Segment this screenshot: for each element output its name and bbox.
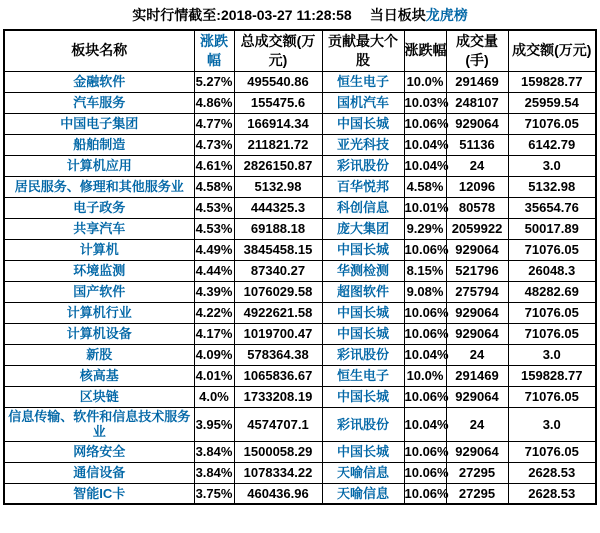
total-turnover-cell: 69188.18 — [234, 218, 322, 239]
volume-cell: 929064 — [446, 302, 508, 323]
stock-change-cell: 10.06% — [404, 239, 446, 260]
total-turnover-cell: 2826150.87 — [234, 155, 322, 176]
board-name-cell — [4, 218, 194, 239]
stock-change-cell: 10.04% — [404, 134, 446, 155]
volume-cell: 929064 — [446, 323, 508, 344]
title-label: 当日板块 — [369, 7, 426, 23]
board-name-cell — [4, 113, 194, 134]
table-row — [4, 441, 596, 462]
board-change-cell: 4.53% — [194, 218, 234, 239]
total-turnover-cell: 460436.96 — [234, 483, 322, 504]
top-stock-link[interactable]: 百华悦邦 — [336, 178, 389, 194]
total-turnover-cell: 1078334.22 — [234, 462, 322, 483]
table-header-row — [4, 30, 596, 71]
board-name-cell — [4, 323, 194, 344]
stock-change-cell: 10.06% — [404, 113, 446, 134]
board-name-cell — [4, 462, 194, 483]
col-header-turnover: 成交额(万元) — [508, 30, 596, 71]
top-stock-link[interactable]: 天喻信息 — [336, 485, 389, 501]
volume-cell: 12096 — [446, 176, 508, 197]
stock-change-cell: 10.0% — [404, 71, 446, 92]
top-stock-link[interactable]: 彩讯股份 — [336, 157, 389, 173]
turnover-cell: 2628.53 — [508, 462, 596, 483]
top-stock-cell — [322, 483, 404, 504]
volume-cell: 27295 — [446, 483, 508, 504]
volume-cell: 2059922 — [446, 218, 508, 239]
board-name-cell — [4, 71, 194, 92]
volume-cell: 929064 — [446, 113, 508, 134]
top-stock-cell — [322, 176, 404, 197]
top-stock-link[interactable]: 恒生电子 — [336, 367, 389, 383]
board-name-cell — [4, 407, 194, 441]
board-name-link[interactable]: 智能IC卡 — [73, 485, 126, 501]
turnover-cell: 71076.05 — [508, 441, 596, 462]
table-row — [4, 323, 596, 344]
turnover-cell: 3.0 — [508, 344, 596, 365]
title-datetime: 2018-03-27 11:28:58 — [220, 7, 352, 23]
volume-cell: 929064 — [446, 239, 508, 260]
volume-cell: 80578 — [446, 197, 508, 218]
stock-change-cell: 10.04% — [404, 407, 446, 441]
table-row — [4, 344, 596, 365]
board-name-link[interactable]: 核高基 — [79, 367, 119, 383]
stock-change-cell: 10.06% — [404, 483, 446, 504]
table-row — [4, 92, 596, 113]
stock-change-cell: 10.04% — [404, 155, 446, 176]
top-stock-cell — [322, 281, 404, 302]
board-change-cell: 5.27% — [194, 71, 234, 92]
board-name-link[interactable]: 国产软件 — [73, 283, 126, 299]
stock-change-cell: 10.06% — [404, 302, 446, 323]
title-prefix: 实时行情截至: — [132, 7, 221, 23]
board-name-cell — [4, 441, 194, 462]
board-name-cell — [4, 365, 194, 386]
stock-change-cell: 10.04% — [404, 344, 446, 365]
board-name-link[interactable]: 计算机 — [79, 241, 119, 257]
board-name-cell — [4, 92, 194, 113]
top-stock-cell — [322, 239, 404, 260]
turnover-cell: 6142.79 — [508, 134, 596, 155]
board-change-cell: 3.95% — [194, 407, 234, 441]
top-stock-link[interactable]: 中国长城 — [336, 304, 389, 320]
volume-cell: 929064 — [446, 386, 508, 407]
total-turnover-cell: 1019700.47 — [234, 323, 322, 344]
board-change-cell: 4.09% — [194, 344, 234, 365]
turnover-cell: 71076.05 — [508, 239, 596, 260]
total-turnover-cell: 1065836.67 — [234, 365, 322, 386]
top-stock-cell — [322, 344, 404, 365]
stock-change-cell: 10.06% — [404, 386, 446, 407]
col-header-top-stock: 贡献最大个股 — [322, 30, 404, 71]
total-turnover-cell: 87340.27 — [234, 260, 322, 281]
board-name-link[interactable]: 区块链 — [79, 388, 119, 404]
top-stock-cell — [322, 197, 404, 218]
top-stock-link[interactable]: 国机汽车 — [336, 94, 389, 110]
table-row — [4, 407, 596, 441]
top-stock-link[interactable]: 中国长城 — [336, 444, 389, 460]
board-change-cell: 4.01% — [194, 365, 234, 386]
board-name-cell — [4, 239, 194, 260]
top-stock-link[interactable]: 华测检测 — [336, 262, 389, 278]
board-change-cell: 4.53% — [194, 197, 234, 218]
total-turnover-cell: 578364.38 — [234, 344, 322, 365]
turnover-cell: 71076.05 — [508, 323, 596, 344]
top-stock-link[interactable]: 彩讯股份 — [336, 416, 389, 432]
col-header-board-change: 涨跌幅 — [194, 30, 234, 71]
stock-change-cell: 9.08% — [404, 281, 446, 302]
col-header-stock-change: 涨跌幅 — [404, 30, 446, 71]
volume-cell: 51136 — [446, 134, 508, 155]
table-row — [4, 386, 596, 407]
turnover-cell: 71076.05 — [508, 113, 596, 134]
volume-cell: 521796 — [446, 260, 508, 281]
board-name-link[interactable]: 通信设备 — [73, 465, 126, 481]
stock-change-cell: 10.06% — [404, 441, 446, 462]
board-name-cell — [4, 134, 194, 155]
top-stock-link[interactable]: 中国长城 — [336, 325, 389, 341]
table-row — [4, 134, 596, 155]
total-turnover-cell: 3845458.15 — [234, 239, 322, 260]
board-name-link[interactable]: 船舶制造 — [73, 136, 126, 152]
top-stock-cell — [322, 302, 404, 323]
volume-cell: 27295 — [446, 462, 508, 483]
turnover-cell: 3.0 — [508, 155, 596, 176]
board-name-link[interactable]: 信息传输、软件和信息技术服务业 — [8, 408, 191, 440]
table-row — [4, 113, 596, 134]
turnover-cell: 159828.77 — [508, 71, 596, 92]
table-row — [4, 260, 596, 281]
board-name-link[interactable]: 环境监测 — [73, 262, 126, 278]
board-name-link[interactable]: 计算机设备 — [66, 325, 132, 341]
board-change-cell: 4.44% — [194, 260, 234, 281]
table-row — [4, 483, 596, 504]
board-change-cell: 4.61% — [194, 155, 234, 176]
board-name-cell — [4, 386, 194, 407]
volume-cell: 291469 — [446, 365, 508, 386]
board-name-link[interactable]: 金融软件 — [73, 73, 126, 89]
top-stock-cell — [322, 155, 404, 176]
top-stock-cell — [322, 260, 404, 281]
stock-change-cell: 10.01% — [404, 197, 446, 218]
board-name-link[interactable]: 中国电子集团 — [60, 115, 139, 131]
top-stock-cell — [322, 365, 404, 386]
table-row — [4, 71, 596, 92]
turnover-cell: 50017.89 — [508, 218, 596, 239]
total-turnover-cell: 444325.3 — [234, 197, 322, 218]
board-name-cell — [4, 155, 194, 176]
turnover-cell: 5132.98 — [508, 176, 596, 197]
stock-change-cell: 8.15% — [404, 260, 446, 281]
board-name-cell — [4, 176, 194, 197]
board-name-link[interactable]: 汽车服务 — [73, 94, 126, 110]
board-change-cell: 3.75% — [194, 483, 234, 504]
stock-change-cell: 10.06% — [404, 462, 446, 483]
top-stock-link[interactable]: 中国长城 — [336, 241, 389, 257]
board-change-cell: 4.39% — [194, 281, 234, 302]
table-row — [4, 197, 596, 218]
stock-change-cell: 9.29% — [404, 218, 446, 239]
board-name-link[interactable]: 共享汽车 — [73, 220, 126, 236]
turnover-cell: 3.0 — [508, 407, 596, 441]
board-change-cell: 4.58% — [194, 176, 234, 197]
top-stock-cell — [322, 134, 404, 155]
top-stock-link[interactable]: 庞大集团 — [336, 220, 389, 236]
top-stock-cell — [322, 407, 404, 441]
board-name-link[interactable]: 电子政务 — [73, 199, 126, 215]
top-stock-link[interactable]: 亚光科技 — [336, 136, 389, 152]
top-stock-cell — [322, 92, 404, 113]
col-header-volume: 成交量(手) — [446, 30, 508, 71]
board-name-cell — [4, 483, 194, 504]
dragon-tiger-board-link[interactable]: 龙虎榜 — [425, 7, 468, 23]
board-name-link[interactable]: 居民服务、修理和其他服务业 — [14, 178, 184, 194]
total-turnover-cell: 211821.72 — [234, 134, 322, 155]
board-change-cell: 4.73% — [194, 134, 234, 155]
turnover-cell: 26048.3 — [508, 260, 596, 281]
board-change-cell: 4.86% — [194, 92, 234, 113]
board-name-cell — [4, 302, 194, 323]
board-name-cell — [4, 344, 194, 365]
board-change-cell: 4.49% — [194, 239, 234, 260]
table-row — [4, 176, 596, 197]
turnover-cell: 2628.53 — [508, 483, 596, 504]
table-row — [4, 302, 596, 323]
volume-cell: 248107 — [446, 92, 508, 113]
stock-change-cell: 10.03% — [404, 92, 446, 113]
turnover-cell: 35654.76 — [508, 197, 596, 218]
total-turnover-cell: 5132.98 — [234, 176, 322, 197]
top-stock-link[interactable]: 科创信息 — [336, 199, 389, 215]
top-stock-cell — [322, 113, 404, 134]
stock-change-cell: 4.58% — [404, 176, 446, 197]
volume-cell: 24 — [446, 407, 508, 441]
board-change-cell: 4.77% — [194, 113, 234, 134]
turnover-cell: 25959.54 — [508, 92, 596, 113]
top-stock-cell — [322, 323, 404, 344]
table-row — [4, 239, 596, 260]
board-name-cell — [4, 260, 194, 281]
page-title — [0, 0, 600, 29]
volume-cell: 24 — [446, 155, 508, 176]
stock-change-cell: 10.0% — [404, 365, 446, 386]
top-stock-link[interactable]: 中国长城 — [336, 388, 389, 404]
col-header-board-name: 板块名称 — [4, 30, 194, 71]
col-header-total-turnover: 总成交额(万元) — [234, 30, 322, 71]
turnover-cell: 159828.77 — [508, 365, 596, 386]
table-row — [4, 365, 596, 386]
board-name-link[interactable]: 计算机行业 — [66, 304, 132, 320]
board-change-cell: 3.84% — [194, 441, 234, 462]
board-name-link[interactable]: 网络安全 — [73, 444, 126, 460]
top-stock-link[interactable]: 彩讯股份 — [336, 346, 389, 362]
board-change-cell: 3.84% — [194, 462, 234, 483]
top-stock-cell — [322, 441, 404, 462]
turnover-cell: 48282.69 — [508, 281, 596, 302]
total-turnover-cell: 1733208.19 — [234, 386, 322, 407]
total-turnover-cell: 1500058.29 — [234, 441, 322, 462]
volume-cell: 275794 — [446, 281, 508, 302]
total-turnover-cell: 495540.86 — [234, 71, 322, 92]
board-change-cell: 4.0% — [194, 386, 234, 407]
turnover-cell: 71076.05 — [508, 386, 596, 407]
volume-cell: 291469 — [446, 71, 508, 92]
table-row — [4, 281, 596, 302]
total-turnover-cell: 166914.34 — [234, 113, 322, 134]
table-row — [4, 462, 596, 483]
total-turnover-cell: 4922621.58 — [234, 302, 322, 323]
top-stock-cell — [322, 71, 404, 92]
top-stock-link[interactable]: 恒生电子 — [336, 73, 389, 89]
total-turnover-cell: 1076029.58 — [234, 281, 322, 302]
board-name-link[interactable]: 新股 — [86, 346, 113, 362]
table-body — [4, 71, 596, 504]
top-stock-link[interactable]: 中国长城 — [336, 115, 389, 131]
top-stock-cell — [322, 386, 404, 407]
board-name-cell — [4, 281, 194, 302]
board-leaderboard-table — [3, 29, 597, 505]
volume-cell: 24 — [446, 344, 508, 365]
top-stock-cell — [322, 462, 404, 483]
total-turnover-cell: 4574707.1 — [234, 407, 322, 441]
board-name-link[interactable]: 计算机应用 — [66, 157, 132, 173]
top-stock-link[interactable]: 天喻信息 — [336, 465, 389, 481]
table-row — [4, 218, 596, 239]
turnover-cell: 71076.05 — [508, 302, 596, 323]
stock-change-cell: 10.06% — [404, 323, 446, 344]
board-name-cell — [4, 197, 194, 218]
board-change-cell: 4.17% — [194, 323, 234, 344]
total-turnover-cell: 155475.6 — [234, 92, 322, 113]
board-change-cell: 4.22% — [194, 302, 234, 323]
top-stock-link[interactable]: 超图软件 — [336, 283, 389, 299]
volume-cell: 929064 — [446, 441, 508, 462]
top-stock-cell — [322, 218, 404, 239]
table-row — [4, 155, 596, 176]
